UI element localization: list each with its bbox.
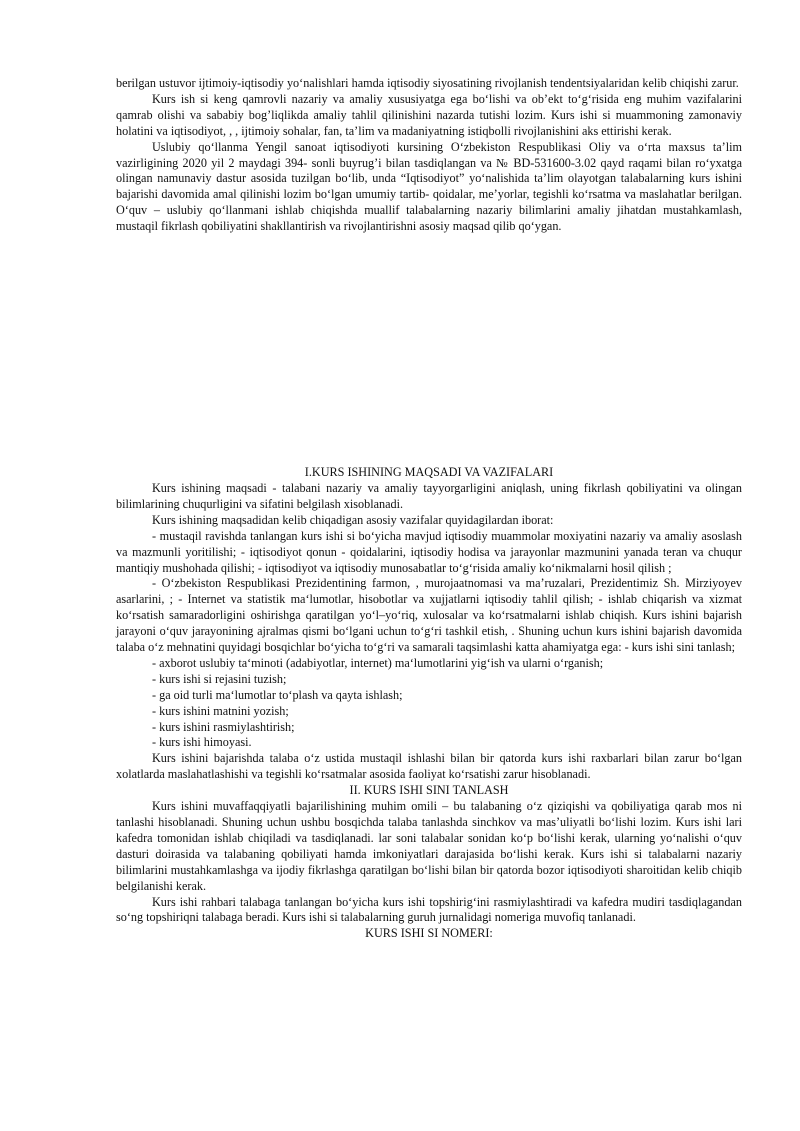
list-item: - kurs ishi si rejasini tuzish; (152, 671, 287, 686)
list-item: - kurs ishini rasmiylashtirish; (152, 719, 295, 734)
blank-space (116, 235, 742, 465)
intro-paragraph-1: berilgan ustuvor ijtimoiy-iqtisodiy yo‘nalishlari hamda iqtisodiy siyosatining rivojlanish tendentsiyalaridan kelib chiqishi zarur. (116, 76, 739, 90)
intro-paragraph-3: Uslubiy qo‘llanma Yengil sanoat iqtisodiyoti kursining O‘zbekiston Respublikasi Oliy va o‘rta maxsus ta’lim vazirligining 2020 yil 2 maydagi 394- sonli buyrug’i bilan tasdiqlangan va № BD-531600-3.02 qayd raqami bilan ro‘yxatga olingan namunaviy dastur asosida tuzilgan bo‘lib, unda “Iqtisodiyot” yo‘nalishida ta’lim olayotgan talabalarning kurs ishini bajarishi davomida amal qilinishi lozim bo‘lgan umumiy tartib- qoidalar, me’yorlar, tegishli ko‘rsatma va maslahatlar berilgan. O‘quv – uslubiy qo‘llanmani ishlab chiqishda muallif talabalarning nazariy bilimlarini amaliy jihatdan mustahkamlash, mustaqil fikrlash qobiliyatini shakllantirish va rivojlantirishni asosiy maqsad qilib qo‘ygan. (116, 139, 742, 234)
section-2-paragraph-2: Kurs ishi rahbari talabaga tanlangan bo‘yicha kurs ishi topshirig‘ini rasmiylashtiradi va kafedra mudiri tasdiqlagandan so‘ng topshiriqni talabaga beradi. Kurs ishi si talabalarning guruh jurnalidagi nomeriga muvofiq tanlanadi. (116, 894, 742, 925)
section-2-paragraph-1: Kurs ishini muvaffaqqiyatli bajarilishining muhim omili – bu talabaning o‘z qiziqishi va qobiliyatiga qarab mos ni tanlashi hisoblanadi. Shuning uchun ushbu bosqichda talaba tanlashda sinchkov va mas’uliyatli bo‘lishi lozim. Kurs ishi lari kafedra tomonidan ishlab chiqiladi va tasdiqlanadi. lar soni talabalar sonidan ko‘p bo‘lishi kerak, ularning yo‘nalishi o‘quv dasturi doirasida va talabaning qobiliyati hamda imkoniyatlari darajasida bo‘lishi kerak. Kurs ishi si talabalarni nazariy bilimlarini mustahkamlashga va ijodiy fikrlashga qaratilgan bo‘lishi bilan bir qatorda bozor iqtisodiyoti sharoitidan kelib chiqib belgilanishi kerak. (116, 799, 742, 893)
steps-list (116, 656, 742, 751)
list-item: - ga oid turli ma‘lumotlar to‘plash va qayta ishlash; (152, 687, 403, 702)
section-2-title: II. KURS ISHI SINI TANLASH (349, 783, 509, 798)
section-1-title: I.KURS ISHINING MAQSADI VA VAZIFALARI (304, 465, 554, 480)
section-1-paragraph-2: Kurs ishining maqsadidan kelib chiqadigan asosiy vazifalar quyidagilardan iborat: (152, 512, 554, 527)
intro-paragraph-2: Kurs ish si keng qamrovli nazariy va amaliy xususiyatga ega bo‘lishi va ob’ekt to‘g‘risida eng muhim vazifalarini qamrab olishi va sababiy bog’liqlikda amaliy tahlil qilinishini nazarda tutishi lozim. Kurs ishi si muammoning zamonaviy holatini va iqtisodiyot, , , ijtimoiy sohalar, fan, ta’lim va madaniyatning istiqbolli rivojlanishini aks ettirishi kerak. (116, 91, 742, 138)
document-page (116, 76, 742, 942)
list-item: - kurs ishi himoyasi. (152, 735, 252, 750)
section-1-paragraph-3: - mustaqil ravishda tanlangan kurs ishi si bo‘yicha mavjud iqtisodiy muammolar moxiyatini nazariy va amaliy asoslash va mazmunli yoritilishi; - iqtisodiyot qonun - qoidalarini, iqtisodiy hodisa va jarayonlar mazmunini yanada teran va chuqur mantiqiy mushohada qilishi; - iqtisodiyot va iqtisodiy munosabatlar to‘g‘risida amaliy ko‘nikmalarni hosil qilish ; (116, 528, 742, 575)
list-item: - kurs ishini matnini yozish; (152, 703, 289, 718)
section-2-subtitle: KURS ISHI SI NOMERI: (365, 926, 493, 941)
section-1-paragraph-4: - O‘zbekiston Respublikasi Prezidentining farmon, , murojaatnomasi va ma’ruzalari, Prezidentimiz Sh. Mirziyoyev asarlarini, ; - Internet va statistik ma‘lumotlar, hisobotlar va xujjatlarni iqtisodiy tahlil qilish; - ishlab chiqarish va xizmat ko‘rsatish samaradorligini oshirishga qaratilgan yo‘l–yo‘riq, xulosalar va ko‘rsatmalarni ishlab chiqish. Kurs ishini bajarish jarayoni o‘quv jarayonining ajralmas qismi bo‘lgani uchun to‘g‘ri tashkil etish, . Shuning uchun kurs ishini bajarish davomida talaba o‘z mehnatini quyidagi bosqichlar bo‘yicha to‘g‘ri va samarali taqsimlashi katta ahamiyatga ega: - kurs ishi sini tanlash; (116, 576, 742, 655)
section-1-paragraph-1: Kurs ishining maqsadi - talabani nazariy va amaliy tayyorgarligini aniqlash, uning fikrlash qobiliyatini va olingan bilimlarining chuqurligini va sifatini belgilash xisoblanadi. (116, 480, 742, 511)
section-1-paragraph-5: Kurs ishini bajarishda talaba o‘z ustida mustaqil ishlashi bilan bir qatorda kurs ishi raxbarlari bilan zarur bo‘lgan xolatlarda maslahatlashishi va tegishli ko‘rsatmalar asosida faoliyat ko‘rsatishi zarur hisoblanadi. (116, 751, 742, 782)
list-item: - axborot uslubiy ta‘minoti (adabiyotlar, internet) ma‘lumotlarini yig‘ish va ularni o‘rganish; (152, 655, 604, 670)
